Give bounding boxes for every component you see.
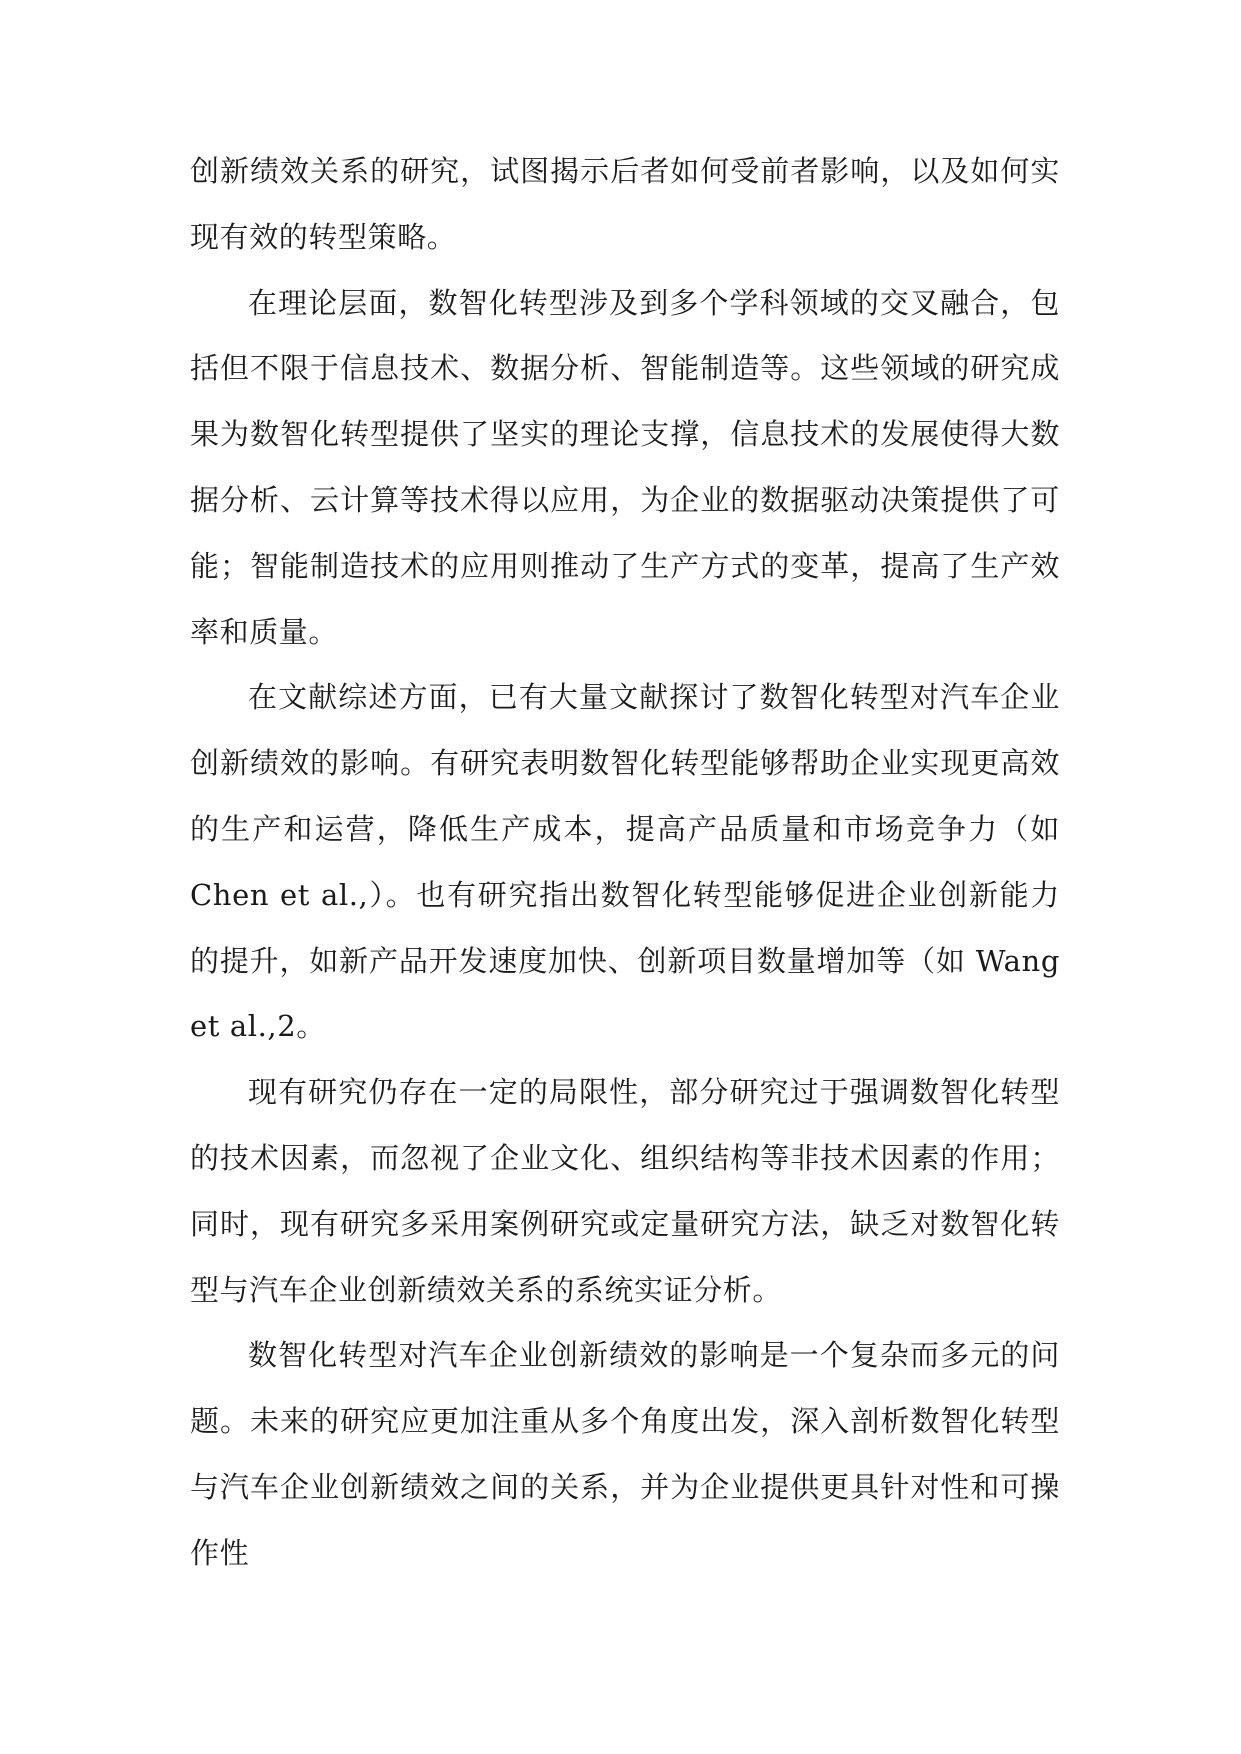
paragraph-continuation: 创新绩效关系的研究，试图揭示后者如何受前者影响，以及如何实现有效的转型策略。 bbox=[190, 154, 1060, 254]
paragraph-theory: 在理论层面，数智化转型涉及到多个学科领域的交叉融合，包括但不限于信息技术、数据分析、智能制造等。这些领域的研究成果为数智化转型提供了坚实的理论支撑，信息技术的发展使得大数据分析、云计算等技术得以应用，为企业的数据驱动决策提供了可能；智能制造技术的应用则推动了生产方式的变革，提高了生产效率和质量。 bbox=[190, 285, 1060, 649]
body-text bbox=[190, 139, 1060, 1587]
paragraph-future-research: 数智化转型对汽车企业创新绩效的影响是一个复杂而多元的问题。未来的研究应更加注重从多个角度出发，深入剖析数智化转型与汽车企业创新绩效之间的关系，并为企业提供更具针对性和可操作性 bbox=[190, 1338, 1060, 1570]
paragraph-limitations: 现有研究仍存在一定的局限性，部分研究过于强调数智化转型的技术因素，而忽视了企业文化、组织结构等非技术因素的作用；同时，现有研究多采用案例研究或定量研究方法，缺乏对数智化转型与汽车企业创新绩效关系的系统实证分析。 bbox=[190, 1075, 1060, 1307]
paragraph-literature-review: 在文献综述方面，已有大量文献探讨了数智化转型对汽车企业创新绩效的影响。有研究表明数智化转型能够帮助企业实现更高效的生产和运营，降低生产成本，提高产品质量和市场竞争力（如 Chen et al.,）。也有研究指出数智化转型能够促进企业创新能力的提升，如新产品开发速度加快、创新项目数量增加等（如 Wang et al.,2。 bbox=[190, 680, 1060, 1044]
